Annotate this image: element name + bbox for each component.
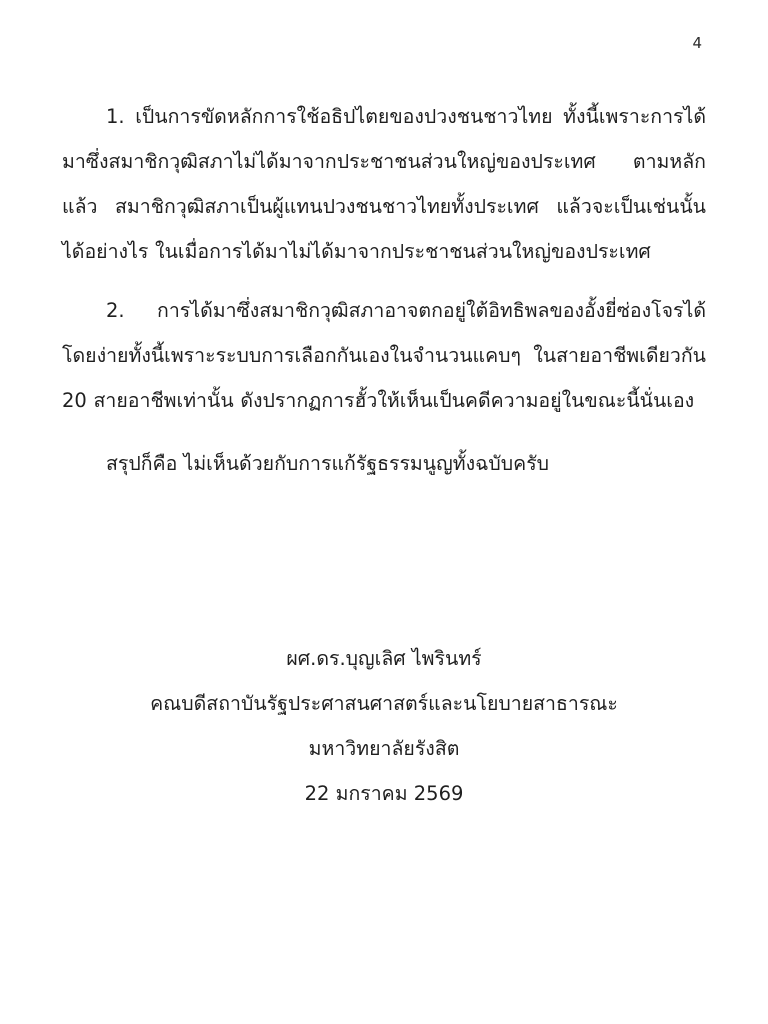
- signature-position: คณบดีสถาบันรัฐประศาสนศาสตร์และนโยบายสาธารณะ: [150, 692, 618, 715]
- signature-organization: มหาวิทยาลัยรังสิต: [308, 737, 460, 760]
- signature-name: ผศ.ดร.บุญเลิศ ไพรินทร์: [286, 647, 482, 670]
- page-number: 4: [692, 34, 702, 52]
- paragraph-item-1: 1. เป็นการขัดหลักการใช้อธิปไตยของปวงชนชาวไทย ทั้งนี้เพราะการได้มาซึ่งสมาชิกวุฒิสภาไม่ได้มาจากประชาชนส่วนใหญ่ของประเทศ ตามหลักแล้ว สมาชิกวุฒิสภาเป็นผู้แทนปวงชนชาวไทยทั้งประเทศ แล้วจะเป็นเช่นนั้นได้อย่างไร ในเมื่อการได้มาไม่ได้มาจากประชาชนส่วนใหญ่ของประเทศ: [62, 105, 706, 263]
- signature-block: [62, 636, 706, 816]
- paragraph-item-2: 2. การได้มาซึ่งสมาชิกวุฒิสภาอาจตกอยู่ใต้อิทธิพลของอั้งยี่ซ่องโจรได้โดยง่ายทั้งนี้เพราะระบบการเลือกกันเองในจำนวนแคบๆ ในสายอาชีพเดียวกัน 20 สายอาชีพเท่านั้น ดังปรากฏการฮั้วให้เห็นเป็นคดีความอยู่ในขณะนี้นั่นเอง: [62, 299, 706, 412]
- signature-date: 22 มกราคม 2569: [304, 782, 464, 805]
- conclusion-paragraph: สรุปก็คือ ไม่เห็นด้วยกับการแก้รัฐธรรมนูญทั้งฉบับครับ: [106, 452, 550, 475]
- document-body: [62, 94, 706, 816]
